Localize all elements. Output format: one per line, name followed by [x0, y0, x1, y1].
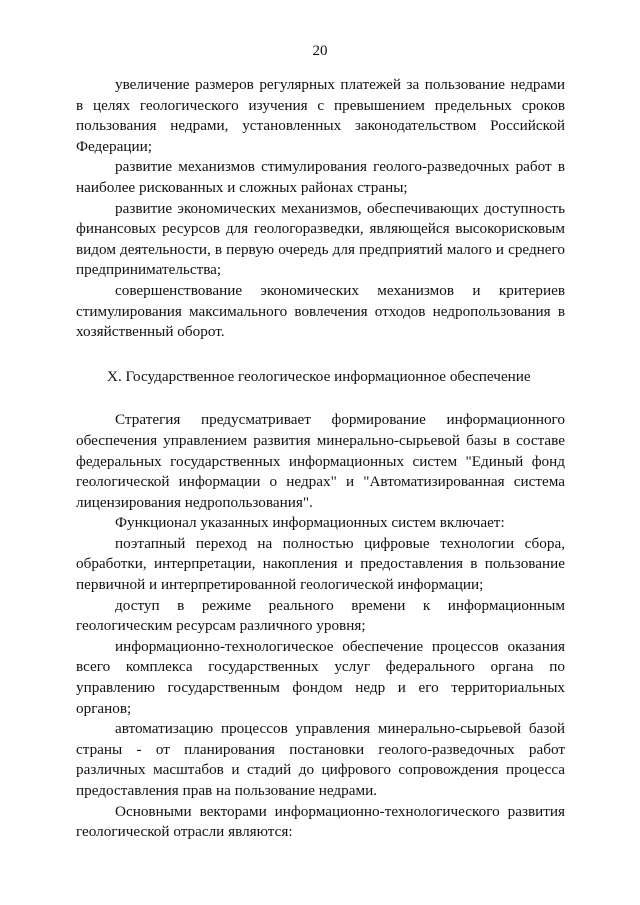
paragraph: развитие экономических механизмов, обеспечивающих доступность финансовых ресурсов для геологоразведки, являющейся высокорисковым видом деятельности, в первую очередь для предприятий малого и среднего предпринимательства; — [76, 199, 565, 279]
document-body — [76, 75, 565, 843]
paragraph: Стратегия предусматривает формирование информационного обеспечения управлением развития минерально-сырьевой базы в составе федеральных государственных информационных систем "Единый фонд геологической информации о недрах" и "Автоматизированная система лицензирования недропользования". — [76, 411, 565, 511]
paragraph: совершенствование экономических механизмов и критериев стимулирования максимального вовлечения отходов недропользования в хозяйственный оборот. — [76, 281, 565, 341]
paragraph: информационно-технологическое обеспечение процессов оказания всего комплекса государственных услуг федерального органа по управлению государственным фондом недр и его территориальных органов; — [76, 637, 565, 717]
paragraph: автоматизацию процессов управления минерально-сырьевой базой страны - от планирования постановки геолого-разведочных работ различных масштабов и стадий до цифрового сопровождения процесса предоставления прав на пользование недрами. — [76, 720, 565, 799]
paragraph: поэтапный переход на полностью цифровые технологии сбора, обработки, интерпретации, накопления и предоставления в пользование первичной и интерпретированной геологической информации; — [76, 534, 565, 594]
paragraph: доступ в режиме реального времени к информационным геологическим ресурсам различного уровня; — [76, 596, 565, 635]
paragraph: Основными векторами информационно-технологического развития геологической отрасли являются: — [76, 802, 565, 841]
page-number: 20 — [312, 43, 328, 59]
paragraph: Функционал указанных информационных систем включает: — [115, 514, 505, 532]
paragraph: развитие механизмов стимулирования геолого-разведочных работ в наиболее рискованных и сложных районах страны; — [76, 158, 565, 196]
section-heading: X. Государственное геологическое информационное обеспечение — [107, 367, 531, 385]
paragraph: увеличение размеров регулярных платежей за пользование недрами в целях геологического изучения с превышением предельных сроков пользования недрами, установленных законодательством Российской Федерации; — [76, 76, 565, 155]
